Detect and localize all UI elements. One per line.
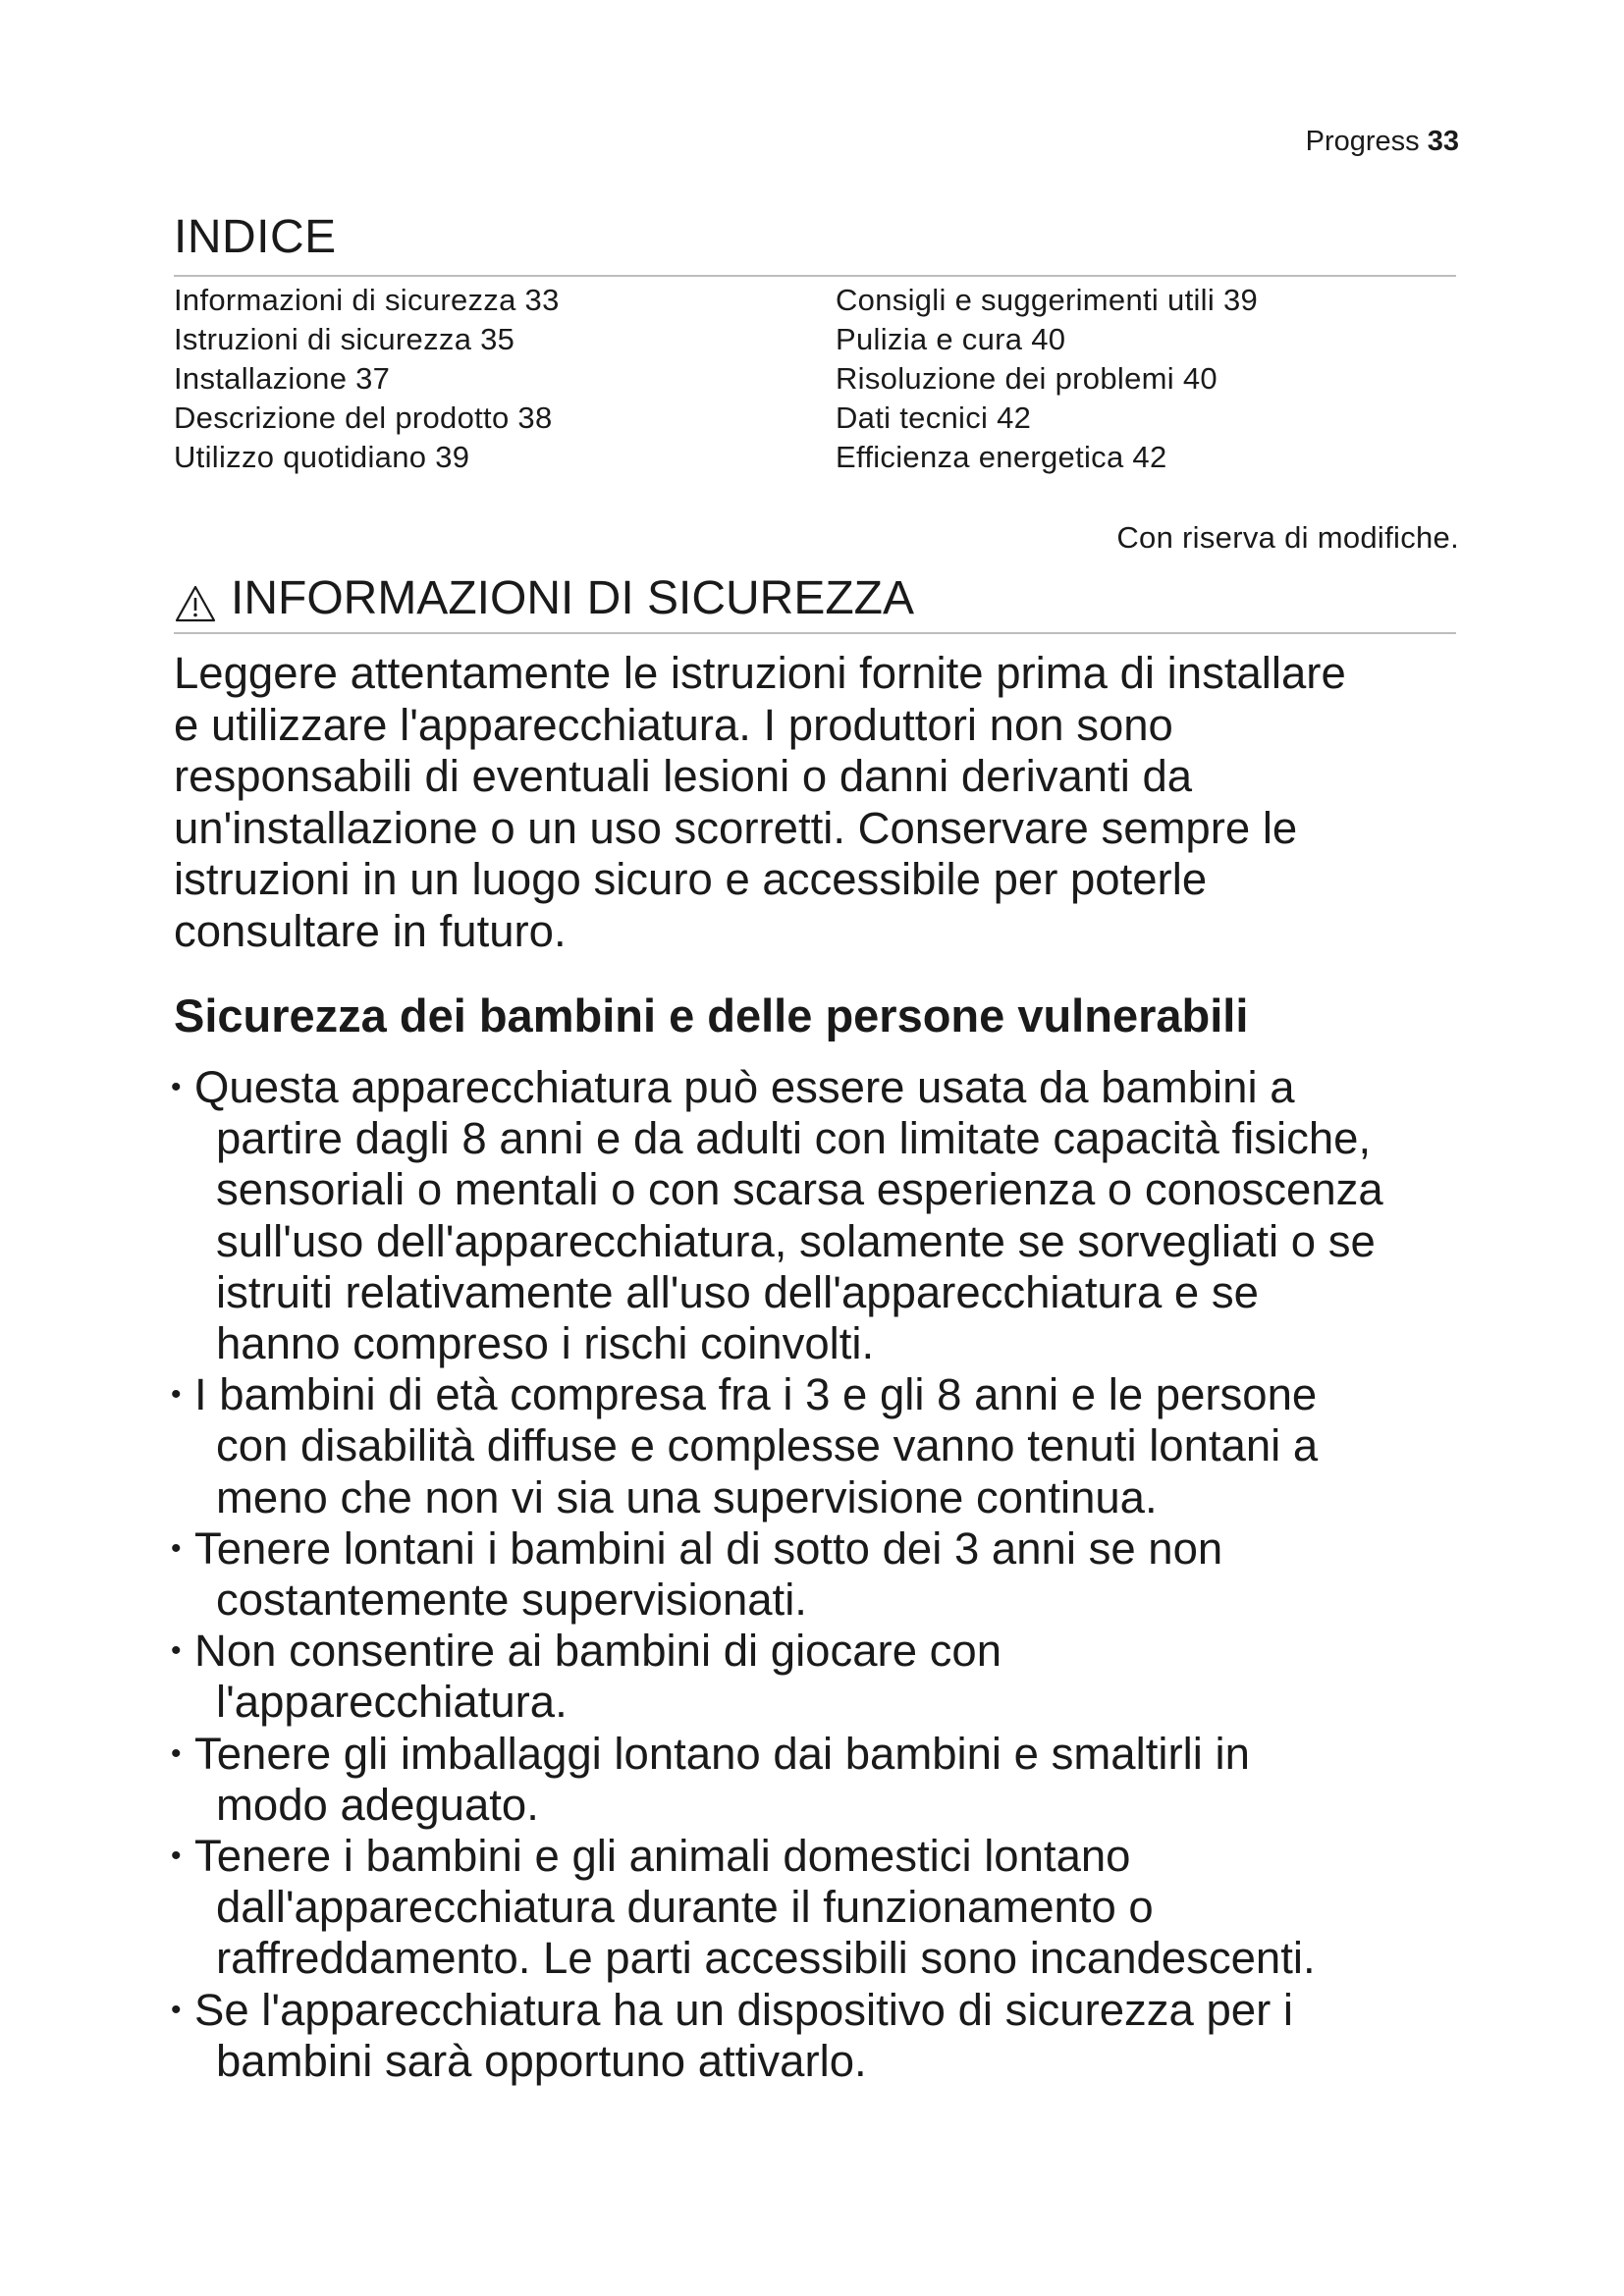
safety-divider [174, 632, 1456, 634]
toc-item[interactable]: Consigli e suggerimenti utili 39 [836, 283, 1259, 317]
bullet-line: dall'apparecchiatura durante il funzionamento o [216, 1882, 1154, 1933]
bullet-line: modo adeguato. [216, 1779, 539, 1830]
list-item [169, 1831, 1485, 1985]
intro-line: e utilizzare l'apparecchiatura. I produttori non sono [174, 699, 1173, 750]
bullet-line: meno che non vi sia una supervisione continua. [216, 1471, 1158, 1522]
toc-item[interactable]: Efficienza energetica 42 [836, 440, 1167, 474]
bullet-line: Tenere lontani i bambini al di sotto dei 3 anni se non [194, 1522, 1223, 1574]
intro-line: responsabili di eventuali lesioni o danni derivanti da [174, 751, 1193, 801]
index-title: INDICE [174, 211, 337, 263]
bullet-dot-icon: • [171, 1840, 182, 1873]
bullet-line: partire dagli 8 anni e da adulti con limitate capacità fisiche, [216, 1113, 1372, 1164]
list-item [169, 1369, 1485, 1523]
list-item [169, 1985, 1485, 2087]
bullet-line: hanno compreso i rischi coinvolti. [216, 1318, 875, 1369]
bullet-line: con disabilità diffuse e complesse vanno tenuti lontani a [216, 1420, 1319, 1471]
list-item [169, 1523, 1485, 1626]
bullet-line: Questa apparecchiatura può essere usata da bambini a [194, 1062, 1295, 1112]
intro-line: Leggere attentamente le istruzioni fornite prima di installare [174, 648, 1346, 698]
change-notice: Con riserva di modifiche. [1116, 520, 1459, 555]
bullet-dot-icon: • [171, 1071, 182, 1103]
toc-item[interactable]: Utilizzo quotidiano 39 [174, 440, 470, 474]
bullet-list [169, 1062, 1485, 2087]
toc-item[interactable]: Installazione 37 [174, 361, 391, 396]
intro-line: istruzioni in un luogo sicuro e accessibile per poterle [174, 854, 1208, 904]
bullet-line: bambini sarà opportuno attivarlo. [216, 2035, 867, 2086]
bullet-line: Non consentire ai bambini di giocare con [194, 1626, 1001, 1677]
brand-name: Progress [1305, 126, 1420, 157]
bullet-line: istruiti relativamente all'uso dell'apparecchiatura e se [216, 1266, 1259, 1317]
bullet-dot-icon: • [171, 1378, 182, 1412]
bullet-line: sensoriali o mentali o con scarsa esperienza o conoscenza [216, 1164, 1383, 1215]
bullet-line: raffreddamento. Le parti accessibili sono incandescenti. [216, 1933, 1316, 1984]
bullet-line: Tenere i bambini e gli animali domestici lontano [194, 1831, 1131, 1882]
bullet-dot-icon: • [171, 1736, 182, 1770]
toc-item[interactable]: Risoluzione dei problemi 40 [836, 361, 1218, 396]
bullet-line: l'apparecchiatura. [216, 1677, 568, 1728]
toc-right-column [836, 281, 1258, 477]
toc-item[interactable]: Istruzioni di sicurezza 35 [174, 322, 515, 356]
intro-line: un'installazione o un uso scorretti. Conservare sempre le [174, 802, 1298, 853]
section-title-safety [174, 571, 914, 625]
bullet-dot-icon: • [171, 1634, 182, 1668]
warning-triangle-icon [174, 581, 217, 620]
bullet-line: Tenere gli imballaggi lontano dai bambini e smaltirli in [194, 1728, 1250, 1779]
page-number: 33 [1427, 126, 1459, 157]
list-item [169, 1729, 1485, 1831]
bullet-line: I bambini di età compresa fra i 3 e gli 8 anni e le persone [194, 1369, 1318, 1420]
toc-item[interactable]: Dati tecnici 42 [836, 400, 1032, 435]
bullet-dot-icon: • [171, 1531, 182, 1565]
bullet-dot-icon: • [171, 1993, 182, 2026]
bullet-line: sull'uso dell'apparecchiatura, solamente se sorvegliati o se [216, 1215, 1376, 1266]
intro-line: consultare in futuro. [174, 905, 567, 956]
bullet-line: costantemente supervisionati. [216, 1575, 807, 1626]
list-item [169, 1626, 1485, 1728]
intro-paragraph [174, 648, 1470, 957]
toc-item[interactable]: Descrizione del prodotto 38 [174, 400, 553, 435]
section-title-text: INFORMAZIONI DI SICUREZZA [231, 572, 914, 624]
subheading-child-safety: Sicurezza dei bambini e delle persone vulnerabili [174, 989, 1249, 1041]
page-header [1306, 126, 1459, 158]
list-item [169, 1062, 1485, 1369]
toc-left-column [174, 281, 560, 477]
toc-item[interactable]: Pulizia e cura 40 [836, 322, 1066, 356]
toc-item[interactable]: Informazioni di sicurezza 33 [174, 283, 560, 317]
bullet-line: Se l'apparecchiatura ha un dispositivo di sicurezza per i [194, 1984, 1293, 2035]
index-divider [174, 275, 1456, 277]
